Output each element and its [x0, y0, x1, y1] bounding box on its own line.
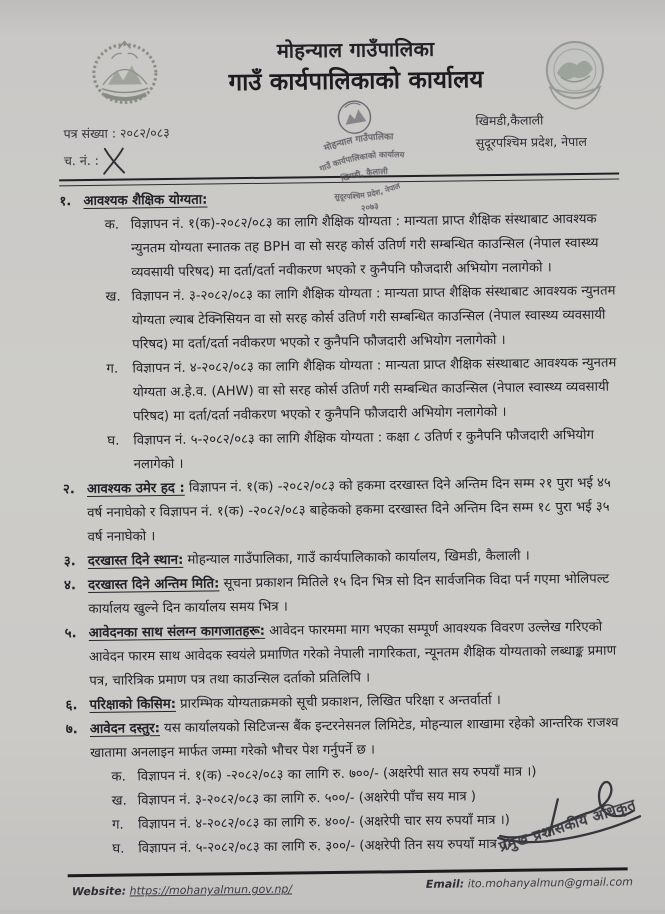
sub-item-letter: क. [104, 217, 120, 233]
section-text: आवेदन फारममा माग भएका सम्पूर्ण आवश्यक विवरण उल्लेख गरिएको आवेदन फारम साथ आवेदक स्वयंले प्रमाणित गरेको नेपाली नागरिकता, न्यूनतम शैक्षिक योग्यताको लब्धाङ्क प्रमाण पत्र, चारित्रिक प्रमाण पत्र तथा काउन्सिल दर्ताको प्रतिलिपि । [88, 619, 617, 689]
stamp-line-4: सुदूरपश्चिम प्रदेश, नेपाल [334, 181, 402, 202]
email-address: ito.mohanyalmun@gmail.com [467, 875, 633, 891]
sub-item-text: विज्ञापन नं. ४-२०८२/०८३ का लागि शैक्षिक योग्यता : मान्यता प्राप्त शैक्षिक संस्थाबाट आवश्यक न्युनतम योग्यता अ.हे.व. (AHW) वा सो सरह कोर्स उतिर्ण गरी सम्बन्धित काउन्सिल (नेपाल स्वास्थ्य व्यवसायी परिषद) मा दर्ता/दर्ता नवीकरण भएको र कुनैपनि फौजदारी अभियोग नलागेको । [132, 355, 617, 425]
email-label: Email: [425, 877, 465, 891]
section-heading: आवेदनका साथ संलग्न कागजातहरू: [88, 623, 266, 641]
website-url: https://mohanyalmun.gov.np/ [129, 882, 293, 898]
sub-item-letter: घ. [112, 841, 125, 857]
sub-item [85, 352, 619, 431]
footer-website [72, 883, 292, 899]
section-heading: परिक्षाको किसिम: [89, 696, 177, 713]
address-line-1: खिमडी,कैलाली [475, 112, 544, 129]
sub-item-letter: घ. [107, 433, 120, 449]
address-line-2: सुदूरपश्चिम प्रदेश, नेपाल [475, 133, 588, 151]
section-heading: आवश्यक शैक्षिक योग्यता: [83, 192, 208, 210]
section-number: १. [59, 194, 72, 210]
notice-body [59, 184, 624, 863]
section-4 [64, 567, 622, 622]
sub-item-letter: ग. [111, 817, 124, 833]
svg-text:सुदूरपश्चिम प्रदेश, नेपाल [332, 180, 403, 205]
office-title: गाउँ कार्यपालिकाको कार्यालय [228, 65, 484, 97]
section-number: ७. [65, 722, 78, 738]
sub-item-text: विज्ञापन नं. ३-२०८२/०८३ का लागि रु. ५००/- (अक्षरेपी पाँच सय मात्र ) [137, 789, 477, 809]
letter-number: पत्र संख्या : २०८२/०८३ [63, 124, 170, 142]
sub-item-text: विज्ञापन नं. ३-२०८२/०८३ का लागि शैक्षिक योग्यता : मान्यता प्राप्त शैक्षिक संस्थाबाट आवश्यक न्युनतम योग्यता ल्याब टेक्निसियन वा सो सरह कोर्स उतिर्ण गरी सम्बन्धित काउन्सिल (नेपाल स्वास्थ्य व्यवसायी परिषद) मा दर्ता/दर्ता नवीकरण भएको र कुनैपनि फौजदारी अभियोग नलागेको । [131, 283, 616, 353]
section-text: सूचना प्रकाशन मितिले १५ दिन भित्र सो दिन सार्वजनिक विदा पर्न गएमा भोलिपल्ट कार्यालय खुल्ने दिन कार्यालय समय भित्र । [88, 571, 610, 617]
section-number: ३. [63, 554, 76, 570]
stamp-year: २०७३ [360, 201, 380, 215]
section-number: २. [62, 482, 75, 498]
sub-item-text: विज्ञापन नं. ४-२०८२/०८३ का लागि रु. ४००/- (अक्षरेपी चार सय रुपयाँ मात्र ।) [137, 812, 510, 833]
section-heading: दरखास्त दिने अन्तिम मिति: [88, 576, 220, 593]
sub-item-letter: क. [111, 769, 126, 785]
dispatch-number-label: च. नं. : [63, 152, 100, 169]
municipality-title: मोहन्याल गाउँपालिका [276, 36, 435, 63]
signatory-title: प्रमुख प्रशासकीय अधिकृत [497, 796, 638, 856]
stamp-line-2: गाउँ कार्यपालिकाको कार्यालय [318, 150, 405, 174]
section-number: ५. [64, 626, 77, 642]
stamp-line-3: खिमडी, कैलाली [339, 166, 388, 184]
office-address [475, 109, 587, 154]
footer-email [426, 875, 633, 891]
section-text: प्रारम्भिक योग्यताक्रमको सूची प्रकाशन, लिखित परिक्षा र अन्तर्वार्ता । [180, 692, 501, 712]
office-stamp [286, 85, 436, 224]
sub-item-text: विज्ञापन नं. ५-२०८२/०८३ का लागि रु. ३००/- (अक्षरेपी तिन सय रुपयाँ मात्र ।) [138, 836, 512, 857]
section-text: यस कार्यालयको सिटिजन्स बैंक इन्टरनेसनल लिमिटेड, मोहन्याल शाखामा रहेको आन्तरिक राजश्व खातामा अनलाइन मार्फत जम्मा गरेको भौचर पेश गर्नुपर्ने छ । [90, 715, 619, 761]
website-label: Website: [71, 884, 127, 899]
section-heading: आवेदन दस्तुर: [89, 721, 161, 737]
section-1 [59, 184, 619, 479]
svg-text:खिमडी, कैलाली [338, 164, 390, 184]
sub-item-text: विज्ञापन नं. ५-२०८२/०८३ का लागि शैक्षिक योग्यता : कक्षा ८ उतिर्ण र कुनैपनि फौजदारी अभियोग नलागेको । [133, 427, 595, 473]
section-text: मोहन्याल गाउँपालिका, गाउँ कार्यपालिकाको कार्यालय, खिमडी, कैलाली । [187, 548, 530, 568]
section-number: ६. [65, 698, 78, 714]
section-number: ४. [64, 578, 77, 594]
sub-item [84, 280, 618, 359]
section-5 [65, 615, 623, 694]
sub-item-letter: ख. [111, 793, 127, 809]
sub-item [86, 423, 620, 478]
stamp-line-1: मोहन्याल गाउँपालिका [322, 132, 394, 154]
section-2 [63, 471, 621, 550]
section-heading: आवश्यक उमेर हद : [86, 480, 185, 498]
section-heading: दरखास्त दिने स्थान: [87, 552, 184, 569]
sub-item-text: विज्ञापन नं. १(क) -२०८२/०८३ का लागि रु. ७००/- (अक्षरेपी सात सय रुपयाँ मात्र ।) [137, 764, 537, 785]
handwritten-dispatch-mark [101, 145, 127, 175]
sub-item-letter: ग. [106, 361, 119, 377]
sub-item [84, 208, 618, 287]
sub-item-letter: ख. [105, 289, 121, 305]
section-text: विज्ञापन नं. १(क) -२०८२/०८३ को हकमा दरखास्त दिने अन्तिम दिन सम्म २१ पुरा भई ४५ वर्ष ननाघेको र विज्ञापन नं. १(क) -२०८२/०८३ बाहेकको हकमा दरखास्त दिने अन्तिम दिन सम्म १८ पुरा भई ३५ वर्ष ननाघेको । [87, 475, 611, 546]
sub-item-text: विज्ञापन नं. १(क)-२०८२/०८३ का लागि शैक्षिक योग्यता : मान्यता प्राप्त शैक्षिक संस्थाबाट आवश्यक न्युनतम योग्यता स्नातक तह BPH वा सो सरह कोर्स उतिर्ण गरी सम्बन्धित काउन्सिल (नेपाल स्वास्थ्य व्यवसायी परिषद) मा दर्ता/दर्ता नवीकरण भएको र कुनैपनि फौजदारी अभियोग नलागेको । [130, 211, 599, 281]
